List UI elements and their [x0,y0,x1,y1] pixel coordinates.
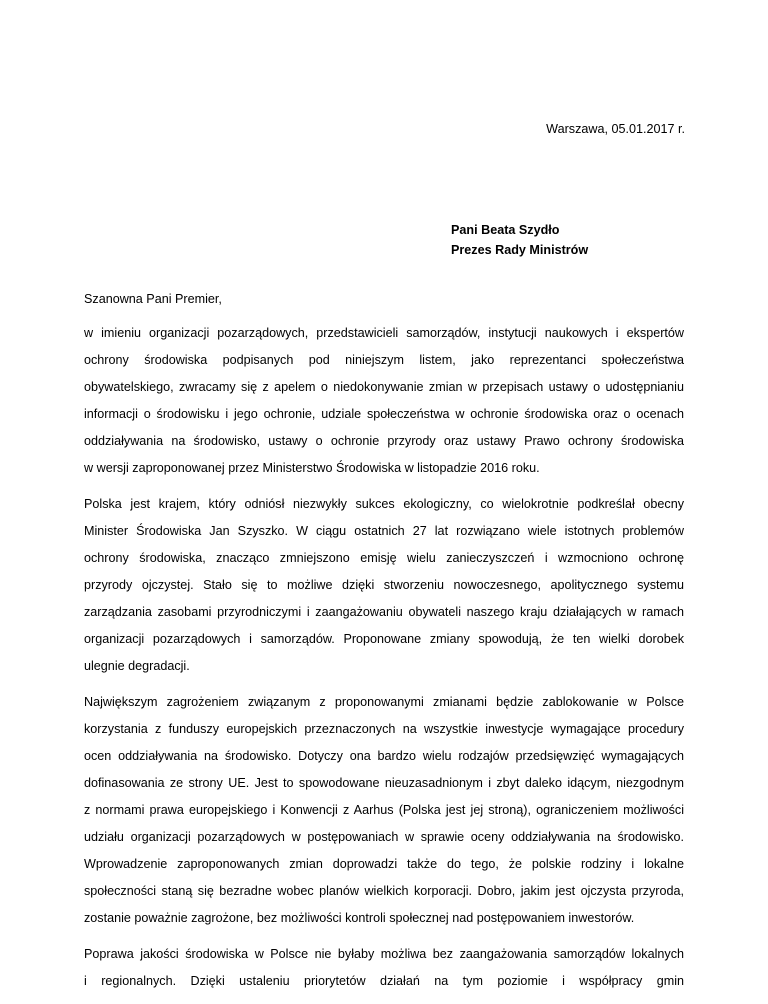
paragraph-line: organizacji pozarządowych i samorządów. Proponowane zmiany spowodują, że ten wielki dorobek [84,632,684,646]
paragraph-line: Minister Środowiska Jan Szyszko. W ciągu ostatnich 27 lat rozwiązano wiele istotnych problemów [84,524,684,538]
paragraph-line: oddziaływania na środowisko, ustawy o ochronie przyrody oraz ustawy Prawo ochrony środowiska [84,434,684,448]
paragraph-line: społeczności staną się bezradne wobec planów wielkich korporacji. Dobro, jakim jest ojczysta przyroda, [84,884,684,898]
paragraph-line: z normami prawa europejskiego i Konwencji z Aarhus (Polska jest jej stroną), ograniczeniem możliwości [84,803,684,817]
paragraph-line: zostanie poważnie zagrożone, bez możliwości kontroli społecznej nad postępowaniem inwestorów. [84,911,635,925]
paragraph-line: przyrody ojczystej. Stało się to możliwe dzięki stworzeniu nowoczesnego, apolitycznego systemu [84,578,684,592]
paragraph-line: i regionalnych. Dzięki ustaleniu priorytetów działań na tym poziomie i współpracy gmin [84,974,684,988]
paragraph-line: w imieniu organizacji pozarządowych, przedstawicieli samorządów, instytucji naukowych i ekspertów [84,326,684,340]
paragraph-line: Wprowadzenie zaproponowanych zmian doprowadzi także do tego, że polskie rodziny i lokalne [84,857,684,871]
body-paragraph [84,689,684,932]
paragraph-line: korzystania z funduszy europejskich przeznaczonych na wszystkie inwestycje wymagające procedury [84,722,684,736]
body-paragraph [84,320,684,482]
paragraph-line: zarządzania zasobami przyrodniczymi i zaangażowaniu obywateli naszego kraju działających w ramach [84,605,684,619]
paragraph-line: ulegnie degradacji. [84,659,190,673]
salutation: Szanowna Pani Premier, [84,292,222,306]
addressee-name: Pani Beata Szydło [451,223,560,237]
paragraph-line: ocen oddziaływania na środowisko. Dotyczy ona bardzo wielu rodzajów przedsięwzięć wymagających [84,749,684,763]
paragraph-line: informacji o środowisku i jego ochronie, udziale społeczeństwa w ochronie środowiska oraz o ocenach [84,407,684,421]
paragraph-line: w wersji zaproponowanej przez Ministerstwo Środowiska w listopadzie 2016 roku. [84,461,540,475]
paragraph-line: Największym zagrożeniem związanym z proponowanymi zmianami będzie zablokowanie w Polsce [84,695,684,709]
body-paragraph [84,941,684,995]
paragraph-line: dofinasowania ze strony UE. Jest to spowodowane nieuzasadnionym i zbyt daleko idącym, niezgodnym [84,776,684,790]
place-date: Warszawa, 05.01.2017 r. [546,122,685,136]
paragraph-line: obywatelskiego, zwracamy się z apelem o niedokonywanie zmian w przepisach ustawy o udostępnianiu [84,380,684,394]
body-paragraph [84,491,684,680]
paragraph-line: ochrony środowiska podpisanych pod niniejszym listem, jako reprezentanci społeczeństwa [84,353,684,367]
paragraph-line: ochrony środowiska, znacząco zmniejszono emisję wielu zanieczyszczeń i wzmocniono ochronę [84,551,684,565]
paragraph-line: Polska jest krajem, który odniósł niezwykły sukces ekologiczny, co wielokrotnie podkreślał obecny [84,497,684,511]
paragraph-line: Poprawa jakości środowiska w Polsce nie byłaby możliwa bez zaangażowania samorządów lokalnych [84,947,684,961]
paragraph-line: udziału organizacji pozarządowych w postępowaniach w sprawie oceny oddziaływania na środowisko. [84,830,684,844]
letter-body [84,320,684,1004]
addressee-title: Prezes Rady Ministrów [451,243,589,257]
addressee-block [451,220,588,260]
